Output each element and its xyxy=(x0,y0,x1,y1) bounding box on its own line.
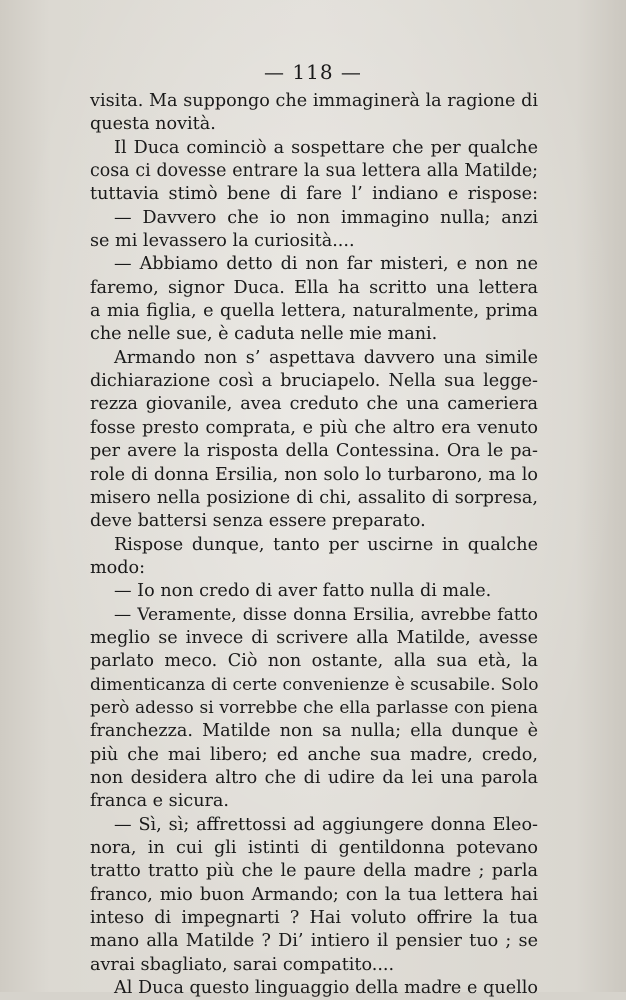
text-line: deve battersi senza essere preparato. xyxy=(90,511,426,532)
text-line: mano alla Matilde ? Di’ intiero il pensier tuo ; se xyxy=(90,931,538,952)
text-line: però adesso si vorrebbe che ella parlasse con piena xyxy=(90,697,538,718)
text-line: modo: xyxy=(90,557,146,578)
text-line: — Abbiamo detto di non far misteri, e non ne xyxy=(114,254,538,275)
text-line: faremo, signor Duca. Ella ha scritto una lettera xyxy=(90,277,538,298)
text-line: Il Duca cominciò a sospettare che per qualche xyxy=(114,137,538,158)
text-line: che nelle sue, è caduta nelle mie mani. xyxy=(90,324,438,345)
text-line: tuttavia stimò bene di fare l’ indiano e rispose: xyxy=(90,184,538,205)
text-line: non desidera altro che di udire da lei una parola xyxy=(90,767,538,788)
text-line: — Davvero che io non immagino nulla; anzi xyxy=(114,207,538,228)
text-line: franco, mio buon Armando; con la tua lettera hai xyxy=(90,884,538,905)
text-line: avrai sbagliato, sarai compatito.... xyxy=(90,954,395,975)
text-line: nora, in cui gli istinti di gentildonna potevano xyxy=(90,838,538,858)
text-line: misero nella posizione di chi, assalito di sorpresa, xyxy=(90,487,538,508)
text-line: rezza giovanile, avea creduto che una cameriera xyxy=(90,394,538,415)
page-number: — 118 — xyxy=(264,60,362,84)
text-line: — Io non credo di aver fatto nulla di male. xyxy=(114,581,492,602)
text-line: Armando non s’ aspettava davvero una simile xyxy=(114,347,538,368)
text-line: dimenticanza di certe convenienze è scusabile. Solo xyxy=(90,674,539,695)
text-line: visita. Ma suppongo che immaginerà la ragione di xyxy=(90,91,538,111)
text-line: — Sì, sì; affrettossi ad aggiungere donna Eleo- xyxy=(114,814,538,835)
text-line: se mi levassero la curiosità.... xyxy=(90,231,355,252)
text-line: role di donna Ersilia, non solo lo turbarono, ma lo xyxy=(90,464,538,485)
text-line: franchezza. Matilde non sa nulla; ella dunque è xyxy=(90,721,538,742)
text-line: per avere la risposta della Contessina. Ora le pa- xyxy=(90,441,538,462)
text-line: dichiarazione così a bruciapelo. Nella sua legge- xyxy=(90,371,538,392)
text-line: Al Duca questo linguaggio della madre e quello xyxy=(114,978,538,999)
text-line: più che mai libero; ed anche sua madre, credo, xyxy=(90,744,538,765)
text-line: — Veramente, disse donna Ersilia, avrebbe fatto xyxy=(114,604,538,625)
text-line: meglio se invece di scrivere alla Matilde, avesse xyxy=(90,627,538,648)
text-line: a mia figlia, e quella lettera, naturalmente, prima xyxy=(90,301,538,322)
text-line: tratto tratto più che le paure della madre ; parla xyxy=(90,861,538,882)
text-line: Rispose dunque, tanto per uscirne in qualche xyxy=(114,534,538,555)
text-line: parlato meco. Ciò non ostante, alla sua età, la xyxy=(90,651,538,672)
text-line: franca e sicura. xyxy=(90,791,230,812)
text-line: inteso di impegnarti ? Hai voluto offrire la tua xyxy=(90,908,538,929)
text-line: questa novità. xyxy=(90,114,216,135)
text-line: cosa ci dovesse entrare la sua lettera alla Matilde; xyxy=(90,161,538,182)
body-text xyxy=(90,90,538,1000)
text-line: fosse presto comprata, e più che altro era venuto xyxy=(90,417,538,438)
